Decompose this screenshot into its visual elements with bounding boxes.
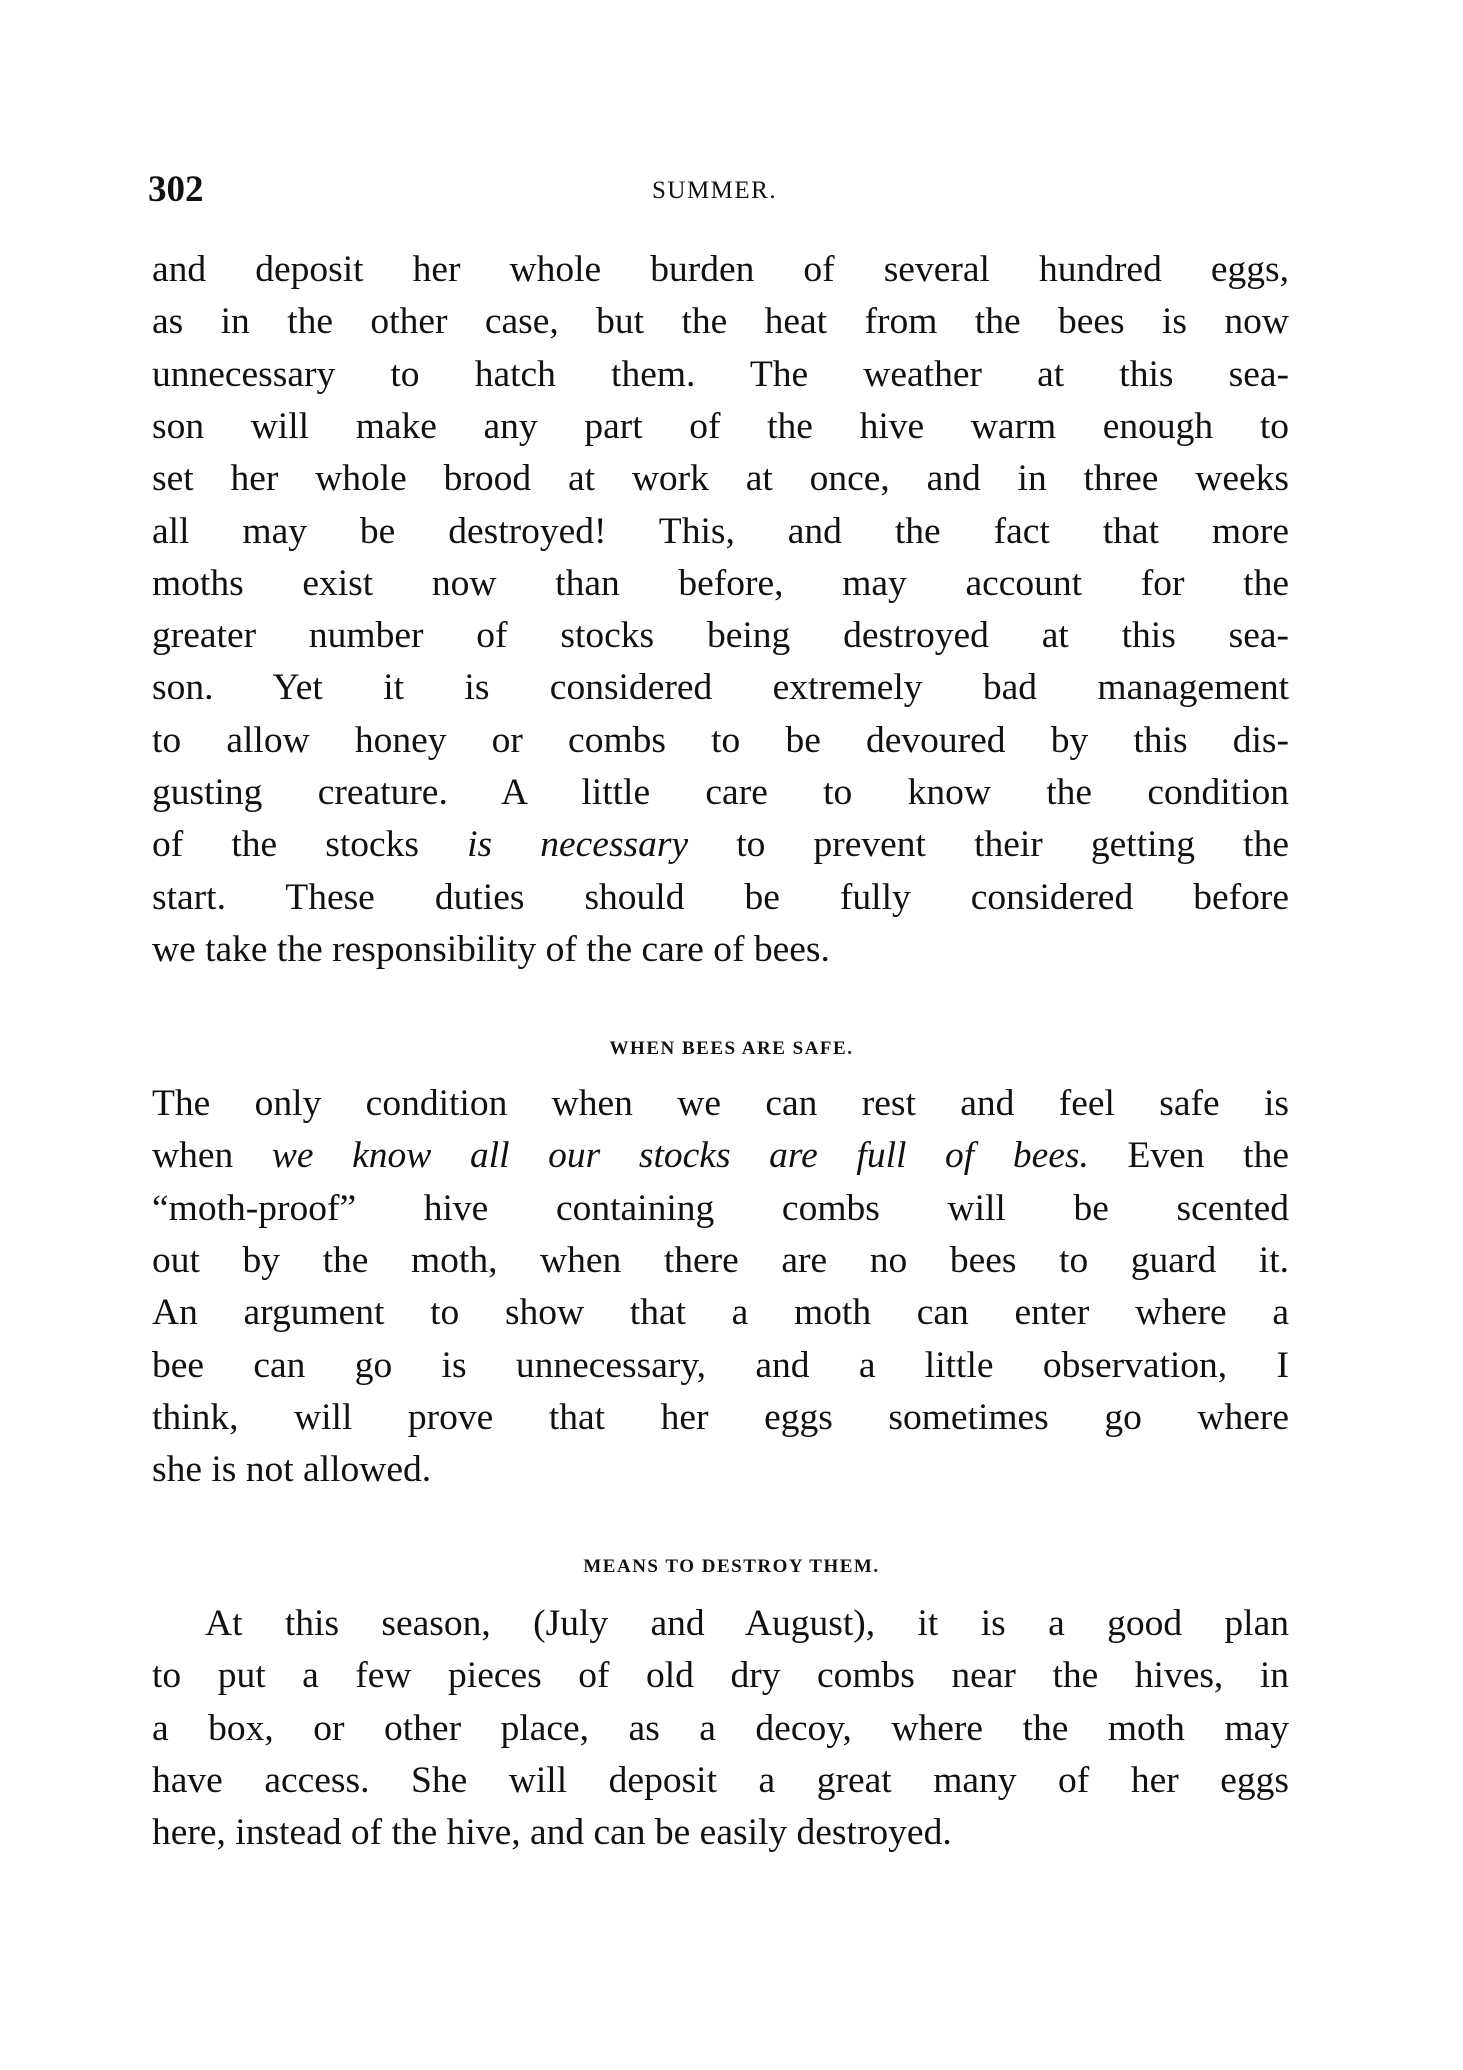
text-segment: moths exist now than before, may account for the (152, 562, 1289, 604)
text-segment: to prevent their getting the (688, 824, 1289, 866)
text-line (152, 819, 1289, 871)
text-line (152, 506, 1289, 558)
text-line (152, 924, 1289, 976)
text-segment: and deposit her whole burden of several hundred eggs, (152, 249, 1289, 290)
text-segment: gusting creature. A little care to know the condition (152, 772, 1289, 813)
text-segment: when (152, 1135, 272, 1177)
text-segment: have access. She will deposit a great many of her eggs (152, 1759, 1289, 1801)
text-segment: set her whole brood at work at once, and in three weeks (152, 458, 1289, 500)
text-line (152, 401, 1289, 453)
text-line (152, 244, 1289, 296)
text-segment: Even the (1088, 1135, 1289, 1177)
text-segment: greater number of stocks being destroyed at this sea- (152, 615, 1289, 657)
text-line (152, 1650, 1289, 1702)
text-line (152, 610, 1289, 662)
text-segment: to put a few pieces of old dry combs near the hives, in (152, 1655, 1289, 1697)
text-line (205, 1598, 1289, 1650)
text-segment: The only condition when we can rest and feel safe is (152, 1083, 1289, 1124)
text-line (152, 1078, 1289, 1130)
text-segment: she is not allowed. (152, 1449, 432, 1491)
text-line (152, 1444, 1289, 1496)
text-line (152, 349, 1289, 401)
text-segment: An argument to show that a moth can enter where a (152, 1292, 1289, 1334)
text-segment: of the stocks (152, 824, 468, 866)
section-heading: WHEN BEES ARE SAFE. (609, 1038, 854, 1059)
text-line (152, 662, 1289, 714)
italic-text: we know all our stocks are full of bees. (271, 1135, 1089, 1177)
text-segment: we take the responsibility of the care of bees. (152, 928, 830, 970)
text-segment: At this season, (July and August), it is a good plan (205, 1603, 1289, 1644)
text-line (152, 767, 1289, 819)
text-segment: to allow honey or combs to be devoured by this dis- (152, 719, 1289, 761)
text-segment: start. These duties should be fully considered before (152, 876, 1289, 918)
text-line (152, 1130, 1289, 1182)
text-line (152, 1807, 1289, 1859)
text-segment: all may be destroyed! This, and the fact that more (152, 510, 1289, 552)
text-segment: son. Yet it is considered extremely bad management (152, 667, 1289, 709)
text-segment: as in the other case, but the heat from the bees is now (152, 301, 1289, 343)
text-line (152, 1755, 1289, 1807)
text-line (152, 296, 1289, 348)
text-line (152, 1340, 1289, 1392)
text-segment: out by the moth, when there are no bees to guard it. (152, 1239, 1289, 1281)
text-line (152, 1287, 1289, 1339)
text-line (152, 872, 1289, 924)
text-line (152, 1703, 1289, 1755)
text-segment: bee can go is unnecessary, and a little observation, I (152, 1344, 1289, 1386)
text-line (152, 715, 1289, 767)
text-line (152, 1235, 1289, 1287)
text-line (152, 1392, 1289, 1444)
running-head: SUMMER. (652, 177, 778, 204)
text-line (152, 1183, 1289, 1235)
italic-text: is necessary (467, 824, 689, 866)
text-segment: a box, or other place, as a decoy, where the moth may (152, 1707, 1289, 1749)
text-segment: “moth-proof” hive containing combs will be scented (152, 1187, 1289, 1229)
text-line (152, 453, 1289, 505)
text-segment: son will make any part of the hive warm enough to (152, 405, 1289, 447)
text-line (152, 558, 1289, 610)
page-number: 302 (148, 169, 204, 210)
text-segment: unnecessary to hatch them. The weather at this sea- (152, 353, 1289, 395)
text-segment: think, will prove that her eggs sometimes go where (152, 1396, 1289, 1438)
section-heading: MEANS TO DESTROY THEM. (583, 1556, 880, 1577)
text-segment: here, instead of the hive, and can be easily destroyed. (152, 1812, 952, 1854)
